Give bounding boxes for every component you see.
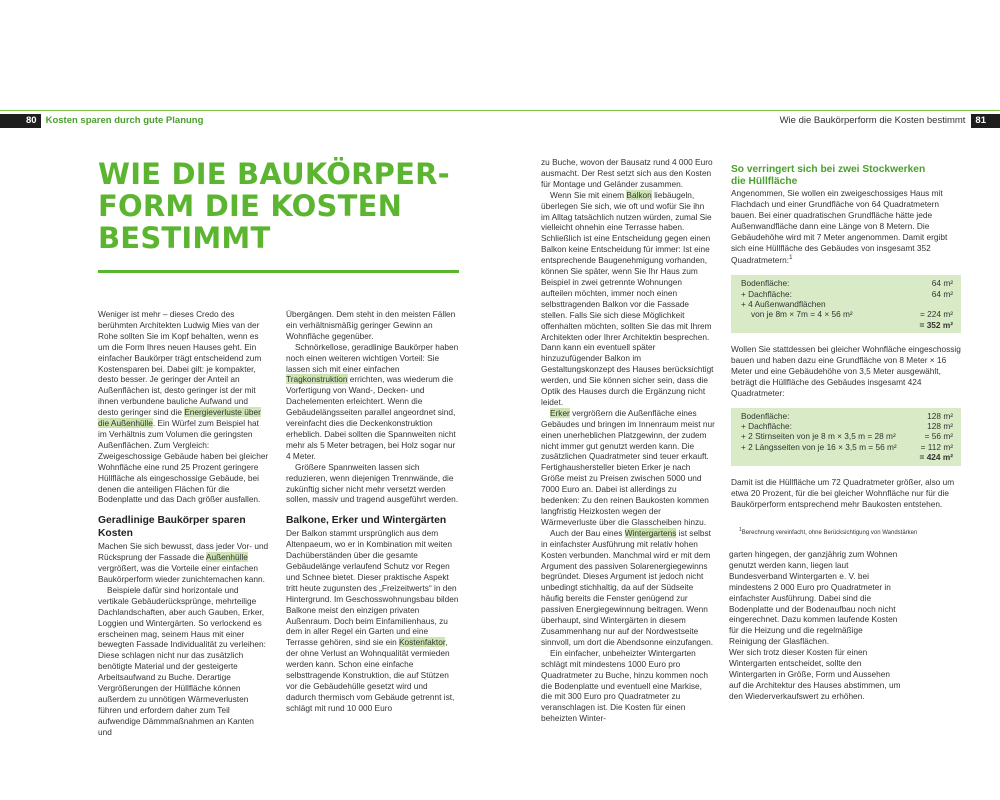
calc-row: [731, 411, 961, 421]
paragraph: garten hingegen, der ganzjährig zum Wohnen genutzt werden kann, liegen laut Bundesverband Wintergarten e. V. bei mindestens 2 000 Euro pro Quadratmeter in einfachster Ausführung. Dabei sind die Bodenplatte und der Bodenaufbau noch nicht eingerechnet. Dazu kommen laufende Kosten für die Heizung und die regelmäßige Reinigung der Glasflächen.: [729, 549, 898, 647]
text-run: liebäugeln, überlegen Sie sich, wie oft und wofür Sie ihn im Alltag tatsächlich nutzen würden, zumal Sie vielleicht ohnehin eine Terrasse haben. Schließlich ist eine Entscheidung gegen einen Balkon keine Entscheidung für immer: Ist eine entsprechende Baugenehmigung vorhanden, können Sie später, wenn Sie Ihr Haus zum Beispiel in zwei getrennte Wohnungen aufteilen möchten, immer noch einen selbsttragenden Balkon vor die Fassade stellen. Falls Sie sich diese Möglichkeit offenhalten möchten, sollten Sie das mit Ihrem Architekten oder Ihrer Architektin besprechen. Dann kann ein eventuell später hinzuzufügender Balkon im Gestaltungskonzept des Hauses berücksichtigt werden, und Sie können sicher sein, dass die Optik des Hauses durch die Ergänzung nicht leidet.: [541, 189, 714, 407]
right-page-number: 81: [971, 114, 1000, 128]
calc-label: von je 8m × 7m = 4 × 56 m²: [751, 309, 853, 320]
calc-label: + Dachfläche:: [741, 421, 792, 432]
text-column-2: [286, 309, 459, 714]
text-run: Wenn Sie mit einem: [550, 189, 627, 200]
chapter-title: [98, 158, 478, 254]
highlight-term: Tragkonstruktion: [286, 374, 348, 385]
text-run: Angenommen, Sie wollen ein zweigeschossiges Haus mit Flachdach und einer Grundfläche von 64 Quadratmetern bauen. Bei einer quadratischen Grundfläche hätte jede Außenwandfläche dann eine Länge von 8 Metern. Die Gebäudehöhe wird mit 7 Meter angenommen. Damit ergibt sich eine Hüllfläche des Gebäudes von insgesamt 352 Quadratmetern:: [731, 188, 948, 266]
calc-value: 64 m²: [931, 278, 953, 289]
footnote-text: Berechnung vereinfacht, ohne Berücksichtigung von Wandstärken: [741, 530, 918, 537]
calc-value: 128 m²: [927, 410, 953, 421]
text-run: . Ein Würfel zum Beispiel hat im Verhältnis zum Volumen die geringsten Außenflächen. Zum Vergleich: Zweigeschossige Gebäude haben bei gleicher Wohnfläche eine rund 25 Prozent geringere Hüllfläche als eingeschossige Gebäude, bei denen die anteiligen Flächen für die Bodenplatte und das Dach größer ausfallen.: [98, 418, 269, 505]
calculation-table-2: [731, 408, 961, 466]
calc-label: + 4 Außenwandflächen: [741, 298, 826, 309]
calc-row: [731, 442, 961, 452]
footnote-marker: 1: [739, 527, 742, 534]
text-run: Weniger ist mehr – dieses Credo des berühmten Architekten Ludwig Mies van der Rohe sollten Sie im Kopf behalten, wenn es um die Form Ihres neuen Hauses geht. Ein einfacher Baukörper trägt entscheidend zum Kostensparen bei. Dabei gilt: je kompakter, desto besser. Je geringer der Anteil an Außenflächen ist, desto geringer ist der mit ihnen verbundene bauliche Aufwand und desto geringer sind die: [98, 309, 262, 418]
header-rule: [0, 110, 1000, 111]
footnote-marker: 1: [789, 255, 793, 262]
text-run: ist selbst in einfachster Ausführung mit relativ hohen Kosten verbunden. Manchmal wird er mit dem Argument des passiven Solarenergiegewinns begründet. Dieses Argument ist jedoch nicht unbedingt stichhaltig, da auf der Südseite häufig bereits die Fenster genügend zur passiven Energiegewinnung beitragen. Wenn überhaupt, sind Wintergärten in diesem Zusammenhang nur auf der Nordwestseite sinnvoll, um dort die Abendsonne einzufangen.: [541, 527, 714, 647]
info-box-title: [731, 164, 961, 188]
text-run: errichten, was wiederum die Vorfertigung von Wand-, Decken- und Dachelementen erleichtert. Wenn die Gebäudelängsseiten parallel angeordnet sind, vereinfacht dies die Deckenkonstruktion erheblich. Dabei sollten die Spannweiten nicht mehr als 5 Meter betragen, bei Holz sogar nur 4 Meter.: [286, 374, 456, 461]
text-run: , der ohne Verlust an Wohnqualität vermieden werden kann. Schon eine einfache selbsttragende Konstruktion, die auf Stützen vor die Gebäudehülle gesetzt wird und dadurch thermisch vom Gebäude getrennt ist, schlägt mit rund 10 000 Euro: [286, 637, 455, 713]
paragraph: zu Buche, wovon der Bausatz rund 4 000 Euro ausmacht. Der Rest setzt sich aus den Kosten für Montage und Geländer zusammen.: [541, 157, 713, 189]
subheading-geradlinig: Geradlinige Baukörper sparen Kosten: [98, 515, 246, 540]
right-page-header: [780, 114, 1000, 128]
calc-total-value: = 424 m²: [919, 452, 953, 463]
calc-label: + Dachfläche:: [741, 288, 792, 299]
chapter-title-line: WIE DIE BAUKÖRPER-: [98, 157, 450, 191]
text-run: vergrößert, was die Vorteile einer einfachen Baukörperform wieder zunichtemachen kann.: [98, 563, 265, 585]
left-page-number: 80: [0, 114, 41, 128]
paragraph: Größere Spannweiten lassen sich reduzieren, wenn diejenigen Trennwände, die zukünftig sicher nicht mehr versetzt werden sollen, massiv und tragend ausgeführt werden.: [286, 461, 459, 505]
right-section-title: Wie die Baukörperform die Kosten bestimmt: [779, 115, 966, 126]
calc-row: [731, 431, 961, 441]
calc-row: [731, 289, 961, 299]
title-underline: [98, 270, 459, 273]
highlight-term: Außenhülle: [205, 552, 248, 563]
highlight-term: Wintergartens: [624, 527, 677, 538]
intro-paragraph: [98, 309, 270, 505]
calc-row: [731, 278, 961, 288]
subheading-balkone: Balkone, Erker und Wintergärten: [286, 515, 447, 527]
text-run: Der Balkon stammt ursprünglich aus dem Altenpaeum, wo er in Kombination mit weiten Dachüberständen über die gesamte Gebäudelänge verlaufend Schutz vor Regen und Schnee bietet. Dieser praktische Aspekt tritt heute zugunsten des „Freizeitwerts“ in den Hintergrund. Im Geschosswohnungsbau bilden Balkone meist den einzigen privaten Außenraum. Doch beim Einfamilienhaus, zu dem in aller Regel ein Garten und eine Terrasse gehören, sind sie ein: [286, 528, 459, 648]
text-run: vergrößern die Außenfläche eines Gebäudes und bringen im Innenraum meist nur einen unerheblichen Platzgewinn, der zudem nicht immer gut genutzt werden kann. Die zusätzlichen Quadratmeter sind teuer erkauft. Fertighaushersteller bieten Erker je nach Größe meist zu Preisen zwischen 5000 und 7000 Euro an. Dabei ist allerdings zu bedenken: Zu den reinen Baukosten kommen langfristig Heizkosten wegen der Wärmeverluste über die Glasscheiben hinzu.: [541, 407, 715, 527]
calc-value: 128 m²: [927, 421, 953, 432]
paragraph: [541, 528, 715, 648]
calc-label: + 2 Stirnseiten von je 8 m × 3,5 m = 28 m²: [741, 431, 896, 442]
info-box: [731, 164, 961, 537]
paragraph: Ein einfacher, unbeheizter Wintergarten schlägt mit mindestens 1000 Euro pro Quadratmeter zu Buche, hinzu kommen noch die Bodenplatte und eventuell eine Markise, die mit 300 Euro pro Quadratmeter zu veranschlagen ist. Die Kosten für einen beheizten Winter-: [541, 647, 708, 724]
paragraph: [541, 408, 715, 528]
highlight-term: Erker: [550, 407, 570, 418]
calc-value: = 224 m²: [920, 309, 953, 320]
paragraph: [541, 190, 715, 408]
calc-row: [731, 421, 961, 431]
text-column-5: [729, 549, 901, 702]
left-section-title: Kosten sparen durch gute Planung: [45, 115, 204, 126]
highlight-term: Energieverluste über die Außenhülle: [98, 407, 261, 429]
paragraph: Beispiele dafür sind horizontale und vertikale Gebäuderücksprünge, mehrteilige Dachlandschaften, aber auch Gauben, Erker, Loggien und Wintergärten. So verlockend es erscheinen mag, seinem Haus mit einer bewegten Fassade Individualität zu verleihen: Diese schlagen nicht nur das zusätzlich benötigte Material und der gesteigerte Arbeitsaufwand zu Buche. Derartige Vergrößerungen der Hüllfläche können außerdem zu unnötigen Wärmeverlusten führen und erfordern daher zum Teil aufwendige Dämmmaßnahmen an Kanten und: [98, 584, 266, 737]
highlight-term: Balkon: [626, 189, 652, 200]
highlight-term: Kostenfaktor: [399, 637, 446, 648]
text-run: Machen Sie sich bewusst, dass jeder Vor- und Rücksprung der Fassade die: [98, 541, 269, 563]
text-run: Schnörkellose, geradlinige Baukörper haben noch einen weiteren wichtigen Vorteil: Sie lassen sich mit einer einfachen: [286, 341, 459, 374]
text-column-3: [541, 157, 715, 724]
chapter-title-line: FORM DIE KOSTEN: [98, 189, 403, 223]
calc-value: = 56 m²: [924, 431, 953, 442]
chapter-title-line: BESTIMMT: [98, 221, 271, 255]
calc-total-value: = 352 m²: [919, 319, 953, 330]
calc-label: Bodenfläche:: [741, 410, 790, 421]
info-box-text: Damit ist die Hüllfläche um 72 Quadratmeter größer, also um etwa 20 Prozent, für die bei gleicher Wohnfläche nur für die Baukörperform entsprechend mehr Baukosten entstehen.: [731, 476, 955, 509]
info-box-text: [731, 188, 961, 266]
text-run: So verringert sich bei zwei Stockwerken: [731, 164, 926, 175]
paragraph: [286, 342, 459, 462]
text-run: Auch der Bau eines: [550, 527, 625, 538]
calc-row: [731, 299, 961, 309]
paragraph: Übergängen. Dem steht in den meisten Fällen ein verhältnismäßig geringer Gewinn an Wohnfläche gegenüber.: [286, 309, 456, 341]
info-box-text: Wollen Sie stattdessen bei gleicher Wohnfläche eingeschossig bauen und haben dazu eine Grundfläche von 8 Meter × 16 Meter und eine Gebäudehöhe von 3,5 Meter ausgewählt, beträgt die Hüllfläche des Gebäudes insgesamt 424 Quadratmeter:: [731, 344, 961, 398]
calc-row: [731, 309, 961, 319]
paragraph: [286, 528, 459, 713]
calc-total-row: [731, 452, 961, 462]
text-column-1: [98, 309, 270, 738]
calc-total-row: [731, 320, 961, 330]
text-run: die Hüllfläche: [731, 176, 798, 187]
calc-label: + 2 Längsseiten von je 16 × 3,5 m = 56 m²: [741, 441, 897, 452]
calc-label: Bodenfläche:: [741, 278, 790, 289]
calculation-table-1: [731, 275, 961, 333]
paragraph: Wer sich trotz dieser Kosten für einen Wintergarten entscheidet, sollte den Wintergarten in Größe, Form und Aussehen auf die Architektur des Hauses abstimmen, um den Wiederverkaufswert zu erhöhen.: [729, 647, 901, 701]
calc-value: = 112 m²: [920, 441, 953, 452]
paragraph: [98, 541, 270, 585]
calc-value: 64 m²: [931, 288, 953, 299]
left-page-header: [0, 114, 203, 128]
footnote: [731, 526, 961, 537]
